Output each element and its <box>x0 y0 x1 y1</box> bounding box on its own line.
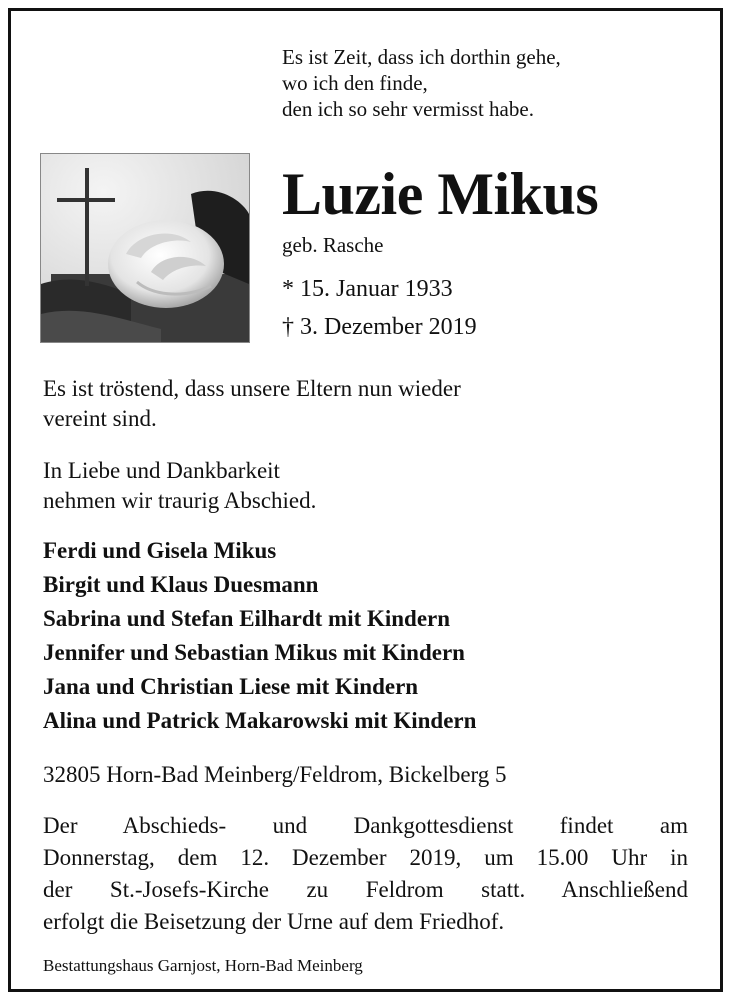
service-line: Der Abschieds- und Dankgottesdienst findet am <box>43 813 688 838</box>
mourner-entry: Jennifer und Sebastian Mikus mit Kindern <box>43 640 465 665</box>
text-line: nehmen wir traurig Abschied. <box>43 488 317 513</box>
birth-date: * 15. Januar 1933 <box>282 276 453 302</box>
text-line: In Liebe und Dankbarkeit <box>43 458 280 483</box>
cross-and-rose-image <box>40 153 250 343</box>
cross-icon <box>85 168 89 286</box>
service-line: erfolgt die Beisetzung der Urne auf dem Friedhof. <box>43 909 505 934</box>
cross-rose-illustration <box>41 154 249 342</box>
mourner-entry: Sabrina und Stefan Eilhardt mit Kindern <box>43 606 451 631</box>
deceased-name: Luzie Mikus <box>282 161 599 227</box>
text-line: Es ist tröstend, dass unsere Eltern nun wieder <box>43 376 461 401</box>
funeral-home: Bestattungshaus Garnjost, Horn-Bad Meinberg <box>43 956 363 975</box>
motto-line: den ich so sehr vermisst habe. <box>282 97 534 121</box>
motto-line: wo ich den finde, <box>282 71 428 95</box>
mourner-entry: Alina und Patrick Makarowski mit Kindern <box>43 708 477 733</box>
service-announcement <box>43 810 688 938</box>
mourner-entry: Jana und Christian Liese mit Kindern <box>43 674 419 699</box>
motto-line: Es ist Zeit, dass ich dorthin gehe, <box>282 45 561 69</box>
death-date: † 3. Dezember 2019 <box>282 314 477 340</box>
mourner-entry: Birgit und Klaus Duesmann <box>43 572 319 597</box>
service-line: der St.-Josefs-Kirche zu Feldrom statt. Anschließend <box>43 877 688 902</box>
family-address: 32805 Horn-Bad Meinberg/Feldrom, Bickelberg 5 <box>43 762 507 787</box>
mourners-list <box>43 534 476 738</box>
text-line: vereint sind. <box>43 406 157 431</box>
farewell-text <box>43 456 316 516</box>
consolation-text <box>43 374 461 434</box>
motto-verse <box>282 44 561 122</box>
service-line: Donnerstag, dem 12. Dezember 2019, um 15.00 Uhr in <box>43 845 688 870</box>
maiden-name: geb. Rasche <box>282 233 384 257</box>
mourner-entry: Ferdi und Gisela Mikus <box>43 538 277 563</box>
